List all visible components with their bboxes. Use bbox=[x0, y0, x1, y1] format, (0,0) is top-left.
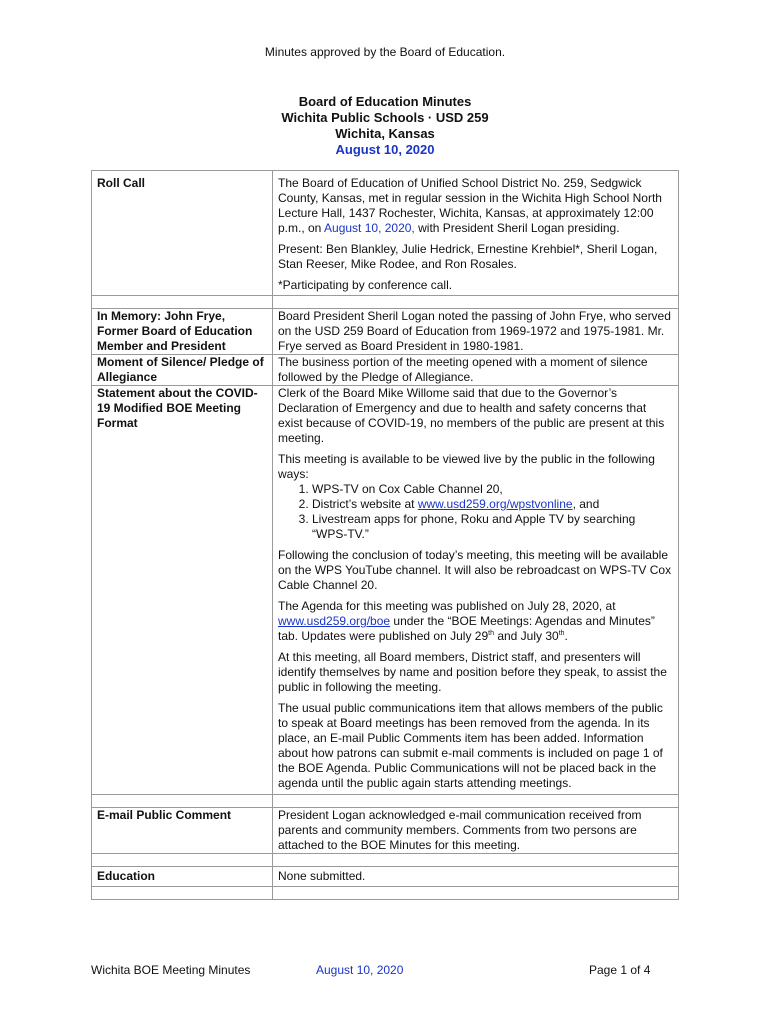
document-header bbox=[0, 94, 770, 158]
footer-date: August 10, 2020 bbox=[316, 963, 404, 977]
covid-paragraph-5: At this meeting, all Board members, District staff, and presenters will identify themselves by name and position before they speak, to assist the public in following the meeting. bbox=[278, 650, 667, 694]
roll-call-date: August 10, 2020, bbox=[324, 221, 415, 235]
meeting-date: August 10, 2020 bbox=[335, 142, 435, 157]
list-item: 1. WPS-TV on Cox Cable Channel 20, bbox=[312, 482, 673, 497]
superscript: th bbox=[558, 630, 565, 637]
covid-row bbox=[92, 386, 679, 795]
silence-label: Moment of Silence/ Pledge of Allegiance bbox=[92, 355, 273, 386]
memory-text: Board President Sheril Logan noted the passing of John Frye, who served on the USD 259 Board of Education from 1969-1972 and 1975-1981. Mr. Frye served as Board President in 1980-1981. bbox=[273, 309, 679, 355]
spacer-row bbox=[92, 854, 679, 867]
district-name: Wichita Public Schools · USD 259 bbox=[281, 110, 489, 125]
list-item: 3. Livestream apps for phone, Roku and Apple TV by searching “WPS-TV.” bbox=[312, 512, 673, 542]
roll-call-text-end: with President Sheril Logan presiding. bbox=[414, 221, 620, 235]
silence-text: The business portion of the meeting opened with a moment of silence followed by the Pledge of Allegiance. bbox=[273, 355, 679, 386]
wpstvonline-link[interactable]: www.usd259.org/wpstvonline bbox=[417, 497, 573, 511]
list-item bbox=[312, 497, 673, 512]
footer-left: Wichita BOE Meeting Minutes bbox=[91, 963, 251, 977]
city-state: Wichita, Kansas bbox=[335, 126, 435, 141]
email-text: President Logan acknowledged e-mail communication received from parents and community members. Comments from two persons are attached to the BOE Minutes for this meeting. bbox=[273, 808, 679, 854]
education-label: Education bbox=[92, 867, 273, 887]
education-text: None submitted. bbox=[273, 867, 679, 887]
covid-paragraph-3: Following the conclusion of today’s meeting, this meeting will be available on the WPS YouTube channel. It will also be rebroadcast on WPS-TV Cox Cable Channel 20. bbox=[278, 548, 672, 592]
covid-label: Statement about the COVID-19 Modified BOE Meeting Format bbox=[92, 386, 273, 795]
roll-call-paragraph bbox=[278, 176, 673, 236]
superscript: th bbox=[488, 630, 494, 637]
list-item-text: District’s website at bbox=[312, 497, 418, 511]
agenda-text-mid: under the “BOE Meetings: Agendas and Minutes” tab. Updates were published on July 29 bbox=[278, 614, 655, 643]
page-number: Page 1 of 4 bbox=[589, 963, 651, 977]
boe-link[interactable]: www.usd259.org/boe bbox=[278, 614, 391, 628]
agenda-text-mid2: and July 30 bbox=[493, 629, 559, 643]
spacer-row bbox=[92, 795, 679, 808]
spacer-row bbox=[92, 887, 679, 900]
covid-paragraph-6: The usual public communications item that allows members of the public to speak at Board meetings has been removed from the agenda. In its place, an E-mail Public Comments item has been added. Information about how patrons can submit e-mail comments is included on page 1 of the BOE Agenda. Public Communications will not be placed back in the agenda until the public again starts attending meetings. bbox=[278, 701, 663, 790]
spacer-row bbox=[92, 296, 679, 309]
agenda-text-end: . bbox=[564, 629, 568, 643]
roll-call-label: Roll Call bbox=[92, 171, 273, 296]
email-row bbox=[92, 808, 679, 854]
document-title: Board of Education Minutes bbox=[298, 94, 472, 109]
agenda-text: The Agenda for this meeting was published on July 28, 2020, at bbox=[278, 599, 616, 613]
approval-note: Minutes approved by the Board of Education. bbox=[264, 45, 506, 59]
conference-note: *Participating by conference call. bbox=[278, 278, 453, 292]
memory-label: In Memory: John Frye, Former Board of Education Member and President bbox=[92, 309, 273, 355]
present-members: Present: Ben Blankley, Julie Hedrick, Ernestine Krehbiel*, Sheril Logan, Stan Reeser, Mike Rodee, and Ron Rosales. bbox=[278, 242, 658, 271]
covid-paragraph-1: Clerk of the Board Mike Willome said that due to the Governor’s Declaration of Emergency and due to health and safety concerns that exist because of COVID-19, no members of the public are present at this meeting. bbox=[278, 386, 665, 445]
education-row bbox=[92, 867, 679, 887]
list-item-text-end: , and bbox=[572, 497, 600, 511]
minutes-table bbox=[91, 170, 679, 900]
viewing-options-list bbox=[278, 482, 673, 542]
roll-call-text: The Board of Education of Unified School District No. 259, Sedgwick County, Kansas, met in regular session in the Wichita High School North Lecture Hall, 1437 Rochester, Wichita, Kansas, at approximately 12:00 p.m., on bbox=[278, 176, 662, 235]
silence-row bbox=[92, 355, 679, 386]
covid-paragraph-2: This meeting is available to be viewed live by the public in the following ways: bbox=[278, 452, 655, 481]
roll-call-content bbox=[273, 171, 679, 296]
email-label: E-mail Public Comment bbox=[92, 808, 273, 854]
covid-content bbox=[273, 386, 679, 795]
roll-call-row bbox=[92, 171, 679, 296]
covid-paragraph-4 bbox=[278, 599, 673, 644]
memory-row bbox=[92, 309, 679, 355]
